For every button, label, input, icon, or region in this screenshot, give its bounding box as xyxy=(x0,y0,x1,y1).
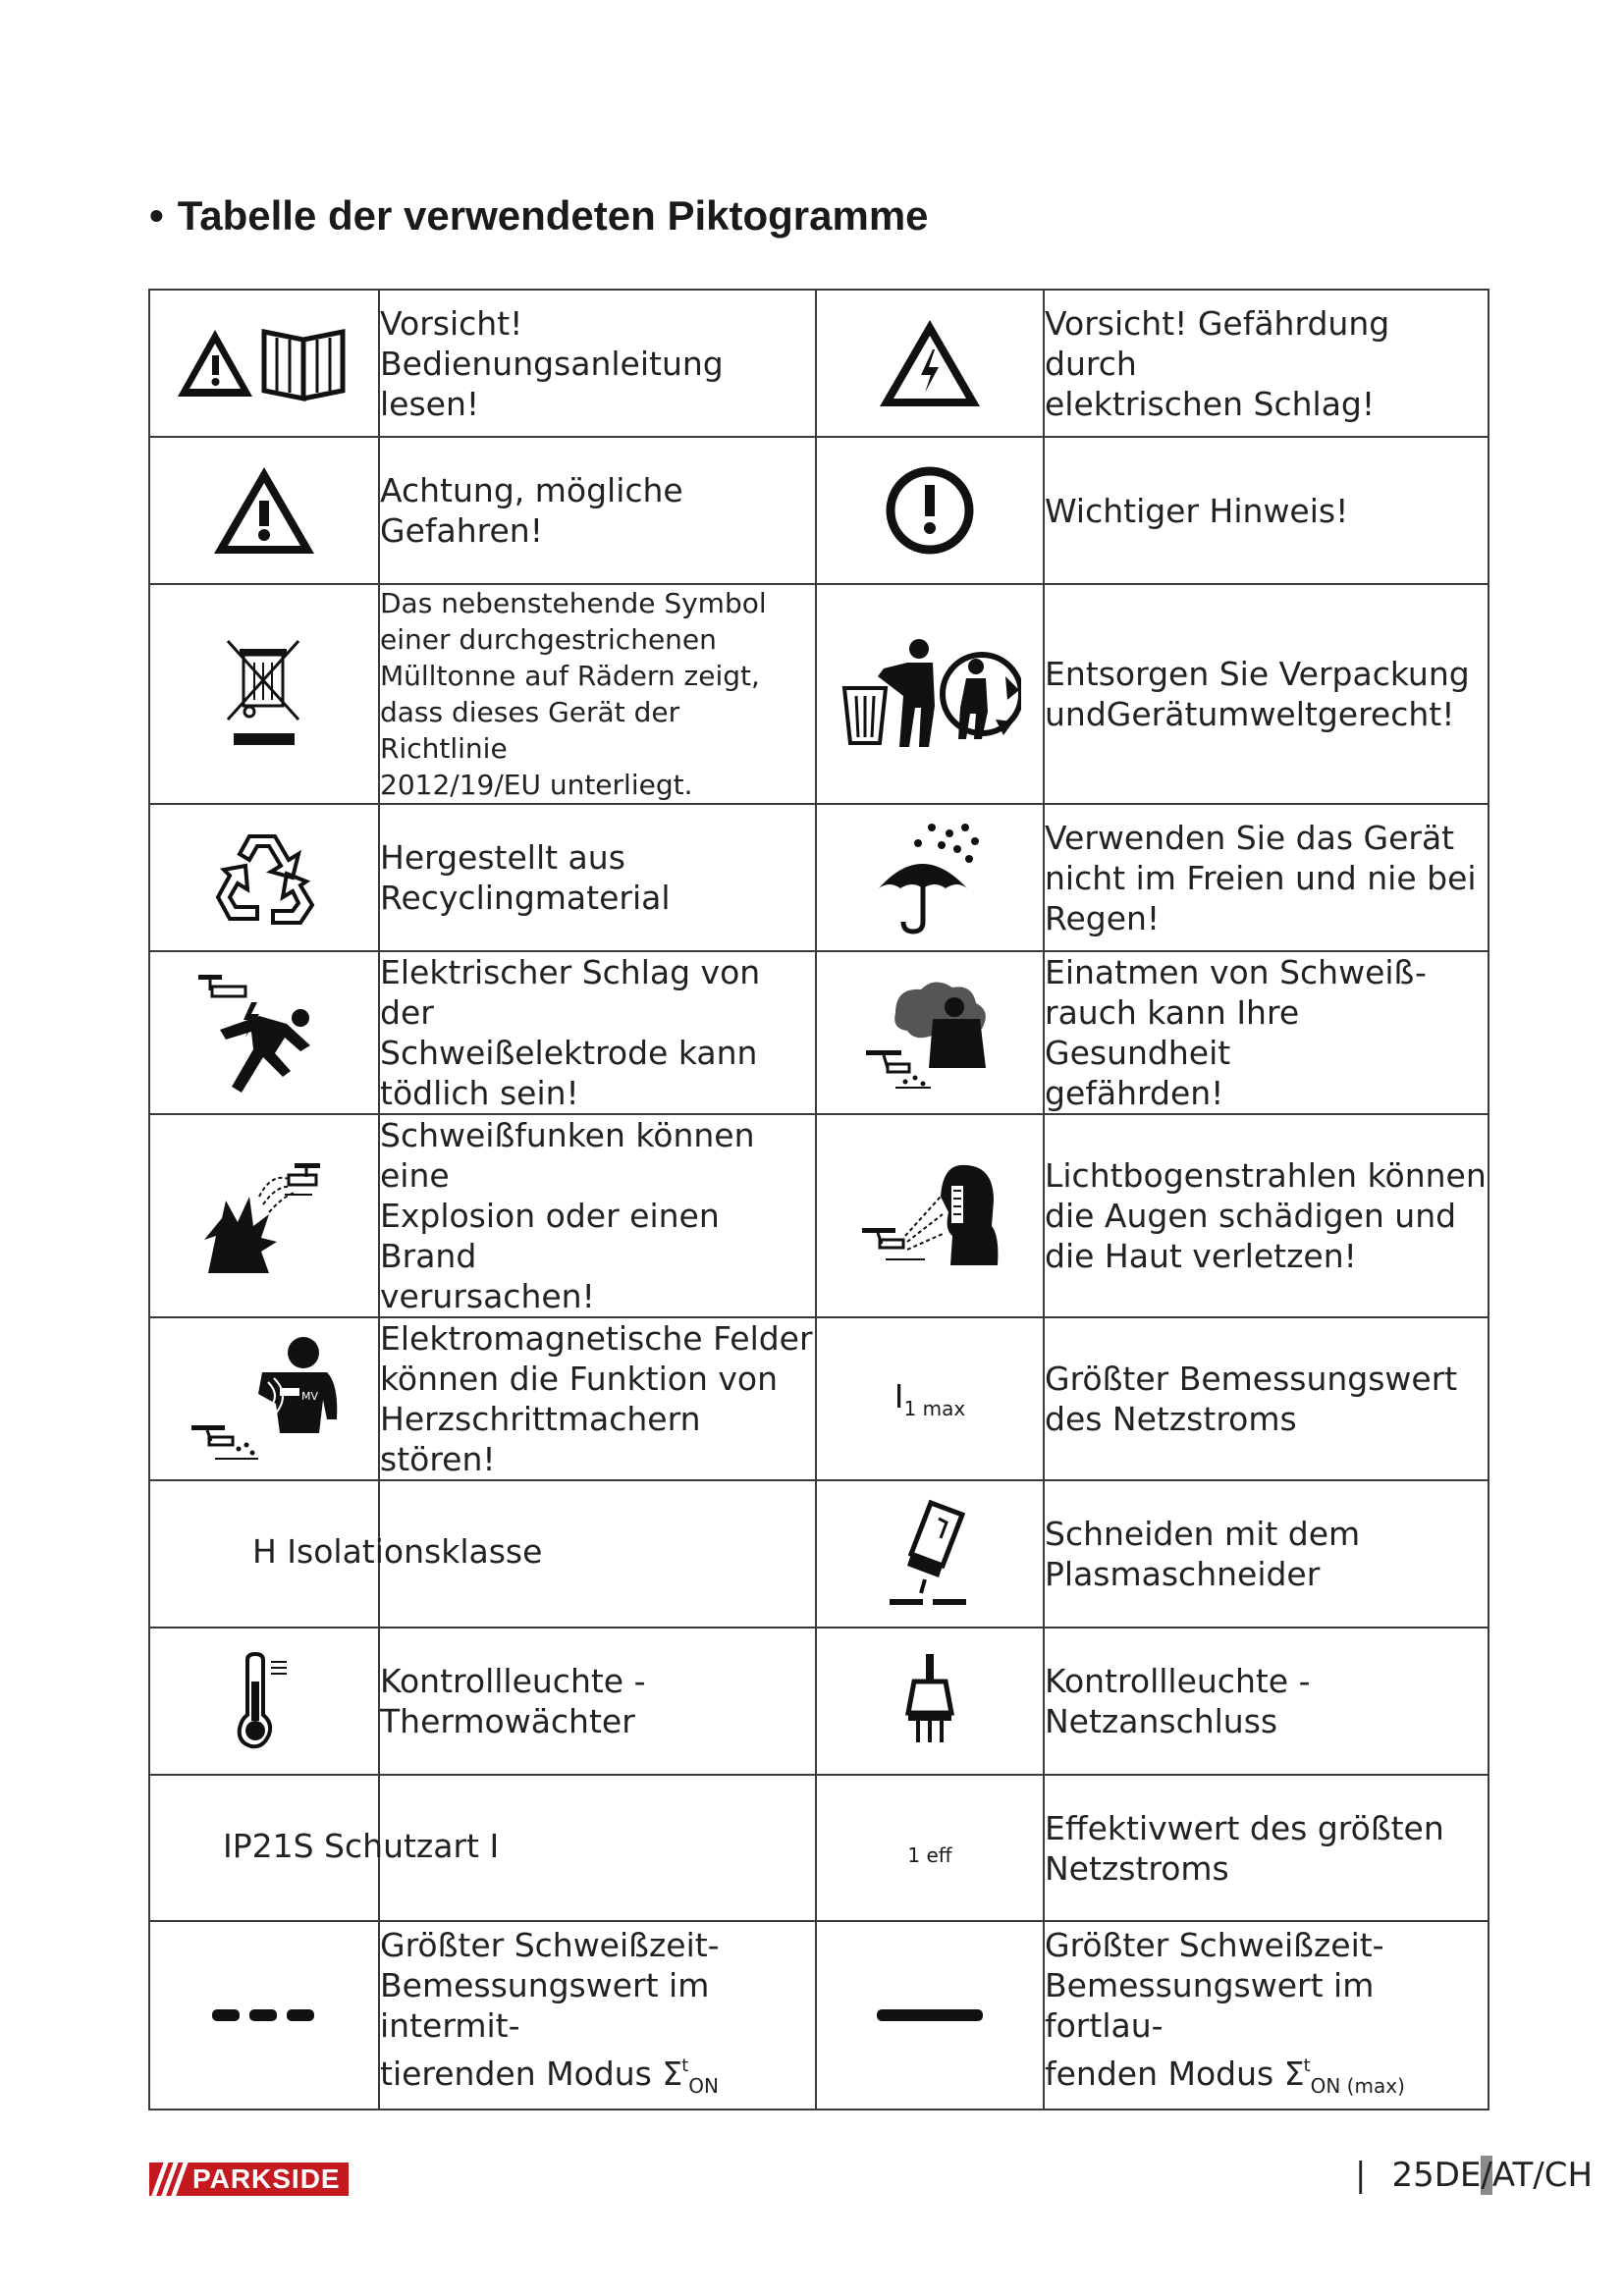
pictogram-text: Elektrischer Schlag von der Schweißelektrode kann tödlich sein! xyxy=(379,951,816,1114)
sigma-sup: t xyxy=(1303,2055,1311,2076)
pictogram-text: Das nebenstehende Symbol einer durchgestrichenen Mülltonne auf Rädern zeigt, dass dieses Gerät der Richtlinie 2012/19/EU unterliegt. xyxy=(379,584,816,804)
warning-triangle-icon xyxy=(149,437,379,584)
section-heading xyxy=(149,192,929,240)
table-row xyxy=(149,1480,1489,1628)
pictogram-text: Vorsicht! Gefährdung durch elektrischen Schlag! xyxy=(1044,290,1489,437)
parkside-logo xyxy=(149,2163,349,2196)
page-number-value: 25 xyxy=(1391,2156,1435,2195)
text-line-with-symbol xyxy=(380,2046,815,2107)
text-line: Bemessungswert im fortlau- xyxy=(1045,1965,1375,2045)
sigma-symbol: Σ xyxy=(662,2054,683,2093)
symbol-sub: 1 max xyxy=(903,1397,966,1420)
pictogram-text: Wichtiger Hinweis! xyxy=(1044,437,1489,584)
symbol-sub: 1 eff xyxy=(907,1842,952,1867)
text-line: Größter Schweißzeit- xyxy=(1045,1925,1384,1964)
pictogram-text: Hergestellt aus Recyclingmaterial xyxy=(379,804,816,951)
sigma-sub: ON (max) xyxy=(1310,2073,1405,2098)
pictogram-text: Kontrollleuchte - Thermowächter xyxy=(379,1628,816,1775)
lang-pre: DE xyxy=(1434,2156,1482,2195)
pictogram-text: Kontrollleuchte - Netzanschluss xyxy=(1044,1628,1489,1775)
logo-wordmark: PARKSIDE xyxy=(189,2163,349,2196)
bullet: • xyxy=(149,192,164,239)
recycling-icon xyxy=(149,804,379,951)
table-row xyxy=(149,1114,1489,1317)
sigma-sup: t xyxy=(681,2055,689,2076)
text-line: Größter Schweißzeit- xyxy=(380,1925,720,1964)
dispose-recycle-icon xyxy=(816,584,1044,804)
solid-line-icon xyxy=(816,1921,1044,2109)
table-row xyxy=(149,1921,1489,2109)
welding-fumes-icon xyxy=(816,951,1044,1114)
pictogram-text: Effektivwert des größten Netzstroms xyxy=(1044,1775,1489,1921)
pictogram-text: Lichtbogenstrahlen können die Augen schädigen und die Haut verletzen! xyxy=(1044,1114,1489,1317)
welding-shock-icon xyxy=(149,951,379,1114)
ip-class-label: IP21S Schutzart I xyxy=(223,1827,500,1865)
table-row xyxy=(149,951,1489,1114)
exclamation-circle-icon xyxy=(816,437,1044,584)
table-row xyxy=(149,1628,1489,1775)
plasma-cutter-icon xyxy=(816,1480,1044,1628)
table-row xyxy=(149,1317,1489,1480)
page-number xyxy=(1355,2156,1593,2195)
umbrella-rain-icon xyxy=(816,804,1044,951)
text-line: tierenden Modus xyxy=(380,2054,663,2093)
pictogram-text: Verwenden Sie das Gerät nicht im Freien und nie bei Regen! xyxy=(1044,804,1489,951)
pictogram-text: Vorsicht! Bedienungsanleitung lesen! xyxy=(379,290,816,437)
table-row xyxy=(149,437,1489,584)
rated-current-symbol xyxy=(816,1317,1044,1480)
text-line: fenden Modus xyxy=(1045,2054,1284,2093)
heading-title: Tabelle der verwendeten Piktogramme xyxy=(177,192,929,239)
text-line: Bemessungswert im intermit- xyxy=(380,1965,710,2045)
table-row xyxy=(149,804,1489,951)
isolation-class-cell xyxy=(149,1480,816,1628)
logo-stripes xyxy=(149,2163,189,2196)
table-row xyxy=(149,290,1489,437)
pictogram-table xyxy=(148,289,1489,2110)
thermometer-icon xyxy=(149,1628,379,1775)
duty-cycle-intermittent-text xyxy=(379,1921,816,2109)
separator: | xyxy=(1355,2156,1367,2195)
pictogram-text: Einatmen von Schweiß- rauch kann Ihre Gesundheit gefährden! xyxy=(1044,951,1489,1114)
electric-shock-warning-icon xyxy=(816,290,1044,437)
power-plug-icon xyxy=(816,1628,1044,1775)
table-row xyxy=(149,1775,1489,1921)
duty-cycle-continuous-text xyxy=(1044,1921,1489,2109)
pictogram-text: Schweißfunken können eine Explosion oder einen Brand verursachen! xyxy=(379,1114,816,1317)
pacemaker-field-icon xyxy=(149,1317,379,1480)
welding-sparks-explosion-icon xyxy=(149,1114,379,1317)
pictogram-text: Größter Bemessungswert des Netzstroms xyxy=(1044,1317,1489,1480)
warning-manual-icon xyxy=(149,290,379,437)
lang-highlight: / xyxy=(1481,2156,1492,2195)
sigma-sub: ON xyxy=(688,2073,719,2098)
pictogram-text: Entsorgen Sie Verpackung undGerätumweltgerecht! xyxy=(1044,584,1489,804)
pictogram-text: Schneiden mit dem Plasmaschneider xyxy=(1044,1480,1489,1628)
svg-text:MV: MV xyxy=(301,1390,319,1403)
lang-post: AT/CH xyxy=(1491,2156,1594,2195)
sigma-symbol: Σ xyxy=(1283,2054,1305,2093)
symbol-main: I xyxy=(893,1377,904,1415)
pictogram-text: Elektromagnetische Felder können die Funktion von Herzschrittmachern stören! xyxy=(379,1317,816,1480)
crossed-bin-icon xyxy=(149,584,379,804)
arc-rays-icon xyxy=(816,1114,1044,1317)
dashed-line-icon xyxy=(149,1921,379,2109)
text-line-with-symbol xyxy=(1045,2046,1488,2107)
pictogram-text: Achtung, mögliche Gefahren! xyxy=(379,437,816,584)
effective-current-symbol xyxy=(816,1775,1044,1921)
ip-class-cell xyxy=(149,1775,816,1921)
table-row xyxy=(149,584,1489,804)
isolation-class-label: H Isolationsklasse xyxy=(252,1532,543,1571)
